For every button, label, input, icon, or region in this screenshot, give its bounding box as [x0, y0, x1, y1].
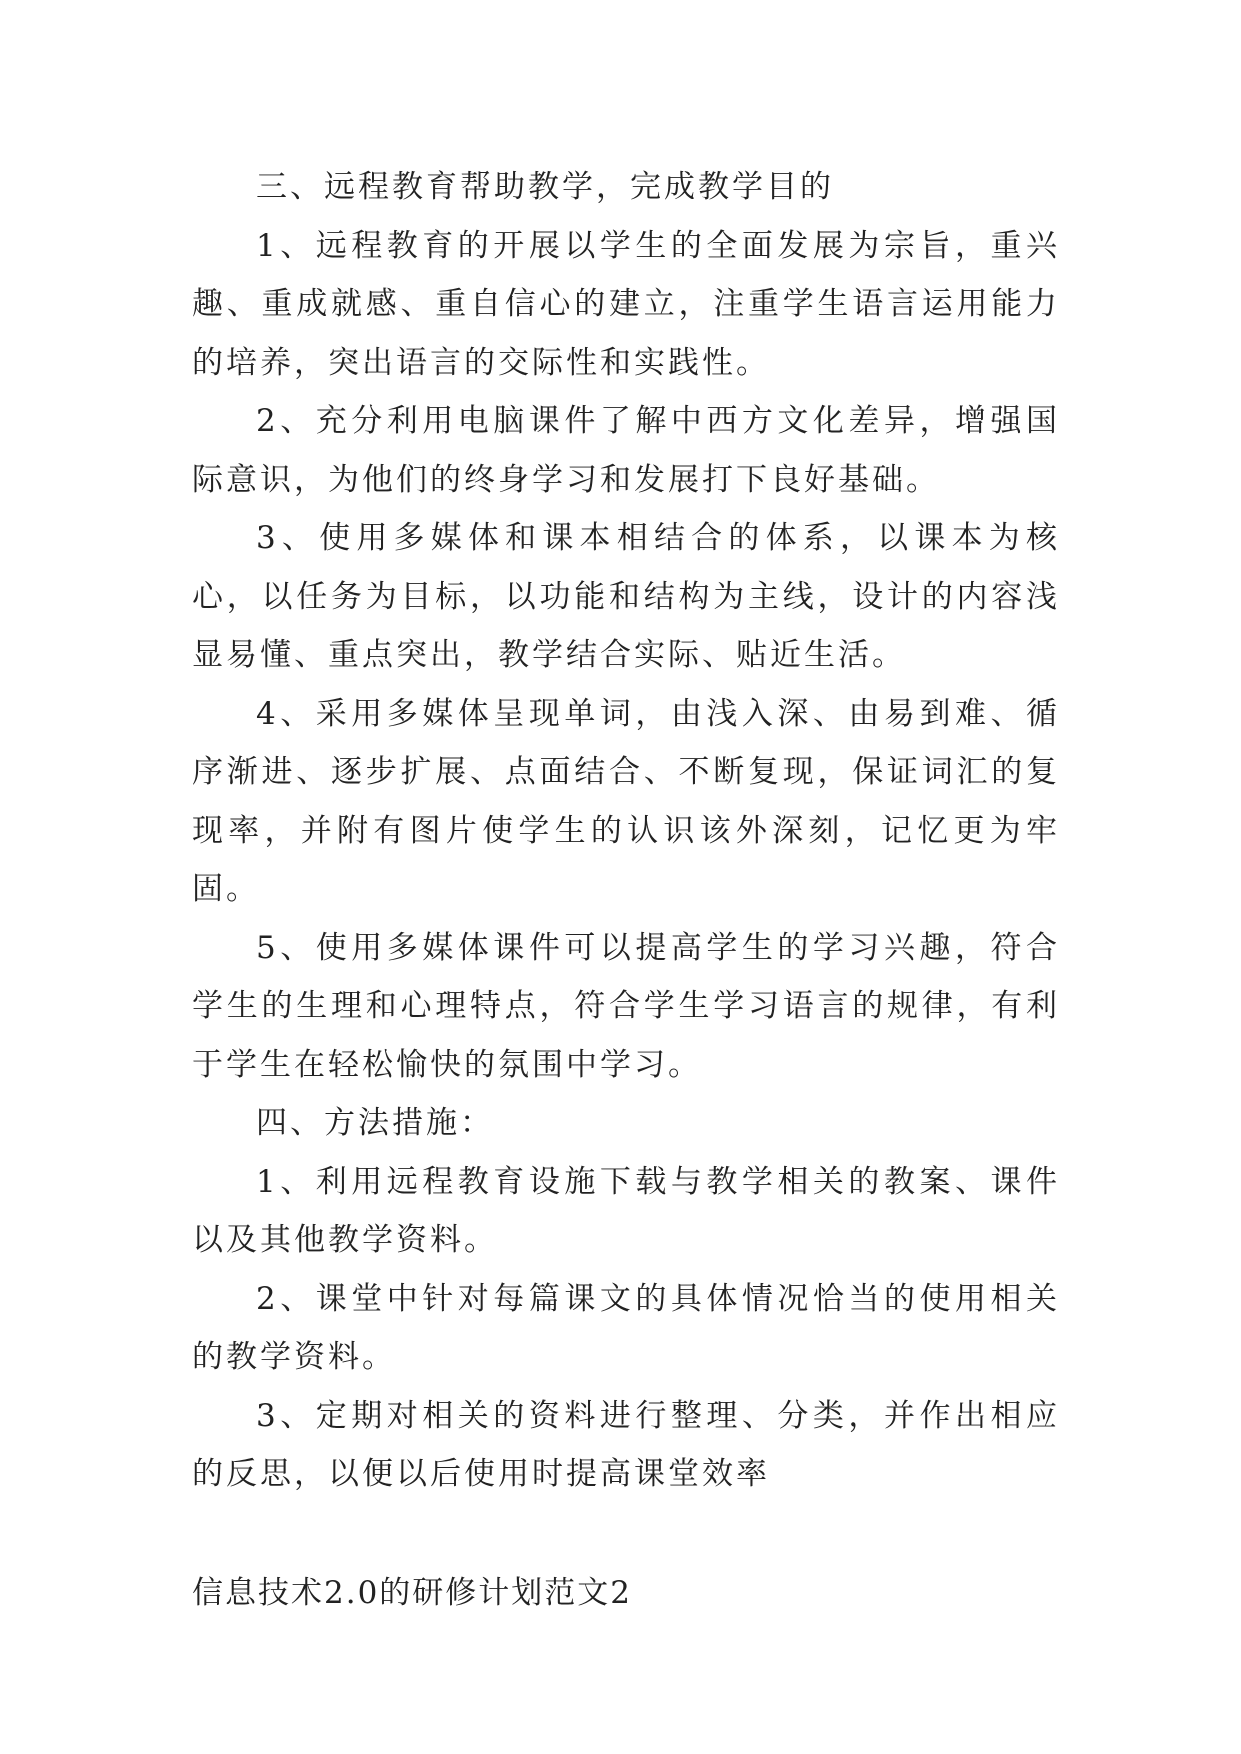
next-document-title: 信息技术2.0的研修计划范文2	[192, 1574, 633, 1611]
measure-item-1: 1、利用远程教育设施下载与教学相关的教案、课件以及其他教学资料。	[192, 1163, 1060, 1258]
section-heading-3: 三、远程教育帮助教学，完成教学目的	[256, 169, 834, 205]
paragraph-item-4: 4、采用多媒体呈现单词，由浅入深、由易到难、循序渐进、逐步扩展、点面结合、不断复现，保证词汇的复现率，并附有图片使学生的认识该外深刻，记忆更为牢固。	[192, 695, 1060, 907]
paragraph-item-3: 3、使用多媒体和课本相结合的体系，以课本为核心，以任务为目标，以功能和结构为主线，设计的内容浅显易懂、重点突出，教学结合实际、贴近生活。	[192, 520, 1060, 673]
paragraph-item-2: 2、充分利用电脑课件了解中西方文化差异，增强国际意识，为他们的终身学习和发展打下良好基础。	[192, 403, 1060, 498]
document-body	[192, 158, 1060, 1622]
measure-item-2: 2、课堂中针对每篇课文的具体情况恰当的使用相关的教学资料。	[192, 1280, 1060, 1375]
paragraph-item-5: 5、使用多媒体课件可以提高学生的学习兴趣，符合学生的生理和心理特点，符合学生学习语言的规律，有利于学生在轻松愉快的氛围中学习。	[192, 929, 1060, 1083]
section-heading-4: 四、方法措施：	[256, 1105, 494, 1141]
measure-item-3: 3、定期对相关的资料进行整理、分类，并作出相应的反思，以便以后使用时提高课堂效率	[192, 1397, 1060, 1492]
paragraph-item-1: 1、远程教育的开展以学生的全面发展为宗旨，重兴趣、重成就感、重自信心的建立，注重学生语言运用能力的培养，突出语言的交际性和实践性。	[192, 227, 1060, 381]
section-gap	[192, 1504, 1060, 1564]
